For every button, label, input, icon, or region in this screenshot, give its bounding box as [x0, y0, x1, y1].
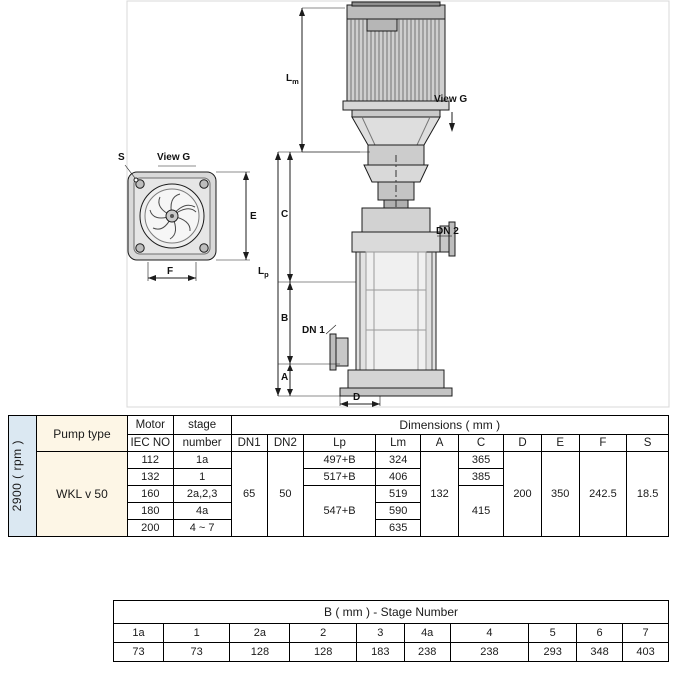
cell-lp: 547+B [303, 486, 375, 537]
cell-f: 242.5 [579, 452, 627, 537]
cell-lp: 497+B [303, 452, 375, 469]
stage-header: 4a [404, 624, 450, 643]
header-lm: Lm [376, 435, 421, 452]
header-iec-no: IEC NO [127, 435, 173, 452]
stage-header: 2 [290, 624, 356, 643]
cell-lm: 635 [376, 520, 421, 537]
stage-header: 4 [450, 624, 529, 643]
stage-number-table [113, 600, 669, 662]
header-e: E [541, 435, 579, 452]
table-row [9, 452, 669, 469]
stage-value: 403 [623, 643, 669, 662]
cell-e: 350 [541, 452, 579, 537]
stage-value: 238 [404, 643, 450, 662]
header-f: F [579, 435, 627, 452]
cell-iec: 112 [127, 452, 173, 469]
cell-stage: 2a,2,3 [173, 486, 231, 503]
header-motor: Motor [127, 416, 173, 435]
label-a: A [281, 372, 289, 383]
stage-value: 348 [577, 643, 623, 662]
cell-stage: 4a [173, 503, 231, 520]
cell-iec: 180 [127, 503, 173, 520]
stage-value: 238 [450, 643, 529, 662]
label-c: C [281, 209, 289, 220]
label-s: S [118, 152, 125, 163]
cell-iec: 132 [127, 469, 173, 486]
stage-value: 128 [290, 643, 356, 662]
label-e: E [250, 211, 257, 222]
stage-header: 1 [163, 624, 229, 643]
stage-table-header-row [114, 624, 669, 643]
cell-iec: 160 [127, 486, 173, 503]
cell-stage: 1a [173, 452, 231, 469]
stage-table-title-row [114, 601, 669, 624]
label-view-g-right: View G [434, 94, 468, 105]
stage-header: 7 [623, 624, 669, 643]
stage-value: 128 [230, 643, 290, 662]
cell-lm: 519 [376, 486, 421, 503]
cell-d: 200 [504, 452, 542, 537]
cell-a: 132 [421, 452, 459, 537]
label-dn2: DN 2 [436, 226, 459, 237]
stage-value: 73 [163, 643, 229, 662]
header-s: S [627, 435, 669, 452]
header-pump-type: Pump type [37, 416, 128, 452]
cell-s: 18.5 [627, 452, 669, 537]
header-dn1: DN1 [231, 435, 267, 452]
cell-pump-type: WKL v 50 [37, 452, 128, 537]
cell-c: 415 [458, 486, 503, 537]
stage-header: 5 [529, 624, 577, 643]
label-dn1: DN 1 [302, 325, 325, 336]
table-header-row-1 [9, 416, 669, 435]
label-b: B [281, 313, 289, 324]
cell-stage: 1 [173, 469, 231, 486]
header-dn2: DN2 [267, 435, 303, 452]
stage-header: 1a [114, 624, 164, 643]
stage-header: 3 [356, 624, 404, 643]
header-a: A [421, 435, 459, 452]
cell-dn2: 50 [267, 452, 303, 537]
header-dimensions: Dimensions ( mm ) [231, 416, 668, 435]
header-lp: Lp [303, 435, 375, 452]
cell-c: 385 [458, 469, 503, 486]
cell-lm: 406 [376, 469, 421, 486]
stage-header: 6 [577, 624, 623, 643]
label-f: F [167, 266, 174, 277]
cell-lm: 590 [376, 503, 421, 520]
stage-value: 293 [529, 643, 577, 662]
rpm-label: 2900 ( rpm ) [10, 440, 24, 512]
header-d: D [504, 435, 542, 452]
stage-header: 2a [230, 624, 290, 643]
cell-dn1: 65 [231, 452, 267, 537]
stage-value: 73 [114, 643, 164, 662]
stage-table-value-row [114, 643, 669, 662]
dimensions-table [8, 415, 669, 537]
header-stage: stage [173, 416, 231, 435]
cell-lm: 324 [376, 452, 421, 469]
label-lm: $L_m$ [286, 73, 299, 86]
cell-stage: 4 ~ 7 [173, 520, 231, 537]
stage-table-title: B ( mm ) - Stage Number [114, 601, 669, 624]
rpm-cell [9, 416, 37, 537]
cell-lp: 517+B [303, 469, 375, 486]
stage-value: 183 [356, 643, 404, 662]
header-number: number [173, 435, 231, 452]
label-lp: $L_p$ [258, 266, 269, 279]
cell-c: 365 [458, 452, 503, 469]
label-view-g-left: View G [157, 152, 191, 163]
header-c: C [458, 435, 503, 452]
label-d: D [353, 392, 361, 403]
cell-iec: 200 [127, 520, 173, 537]
